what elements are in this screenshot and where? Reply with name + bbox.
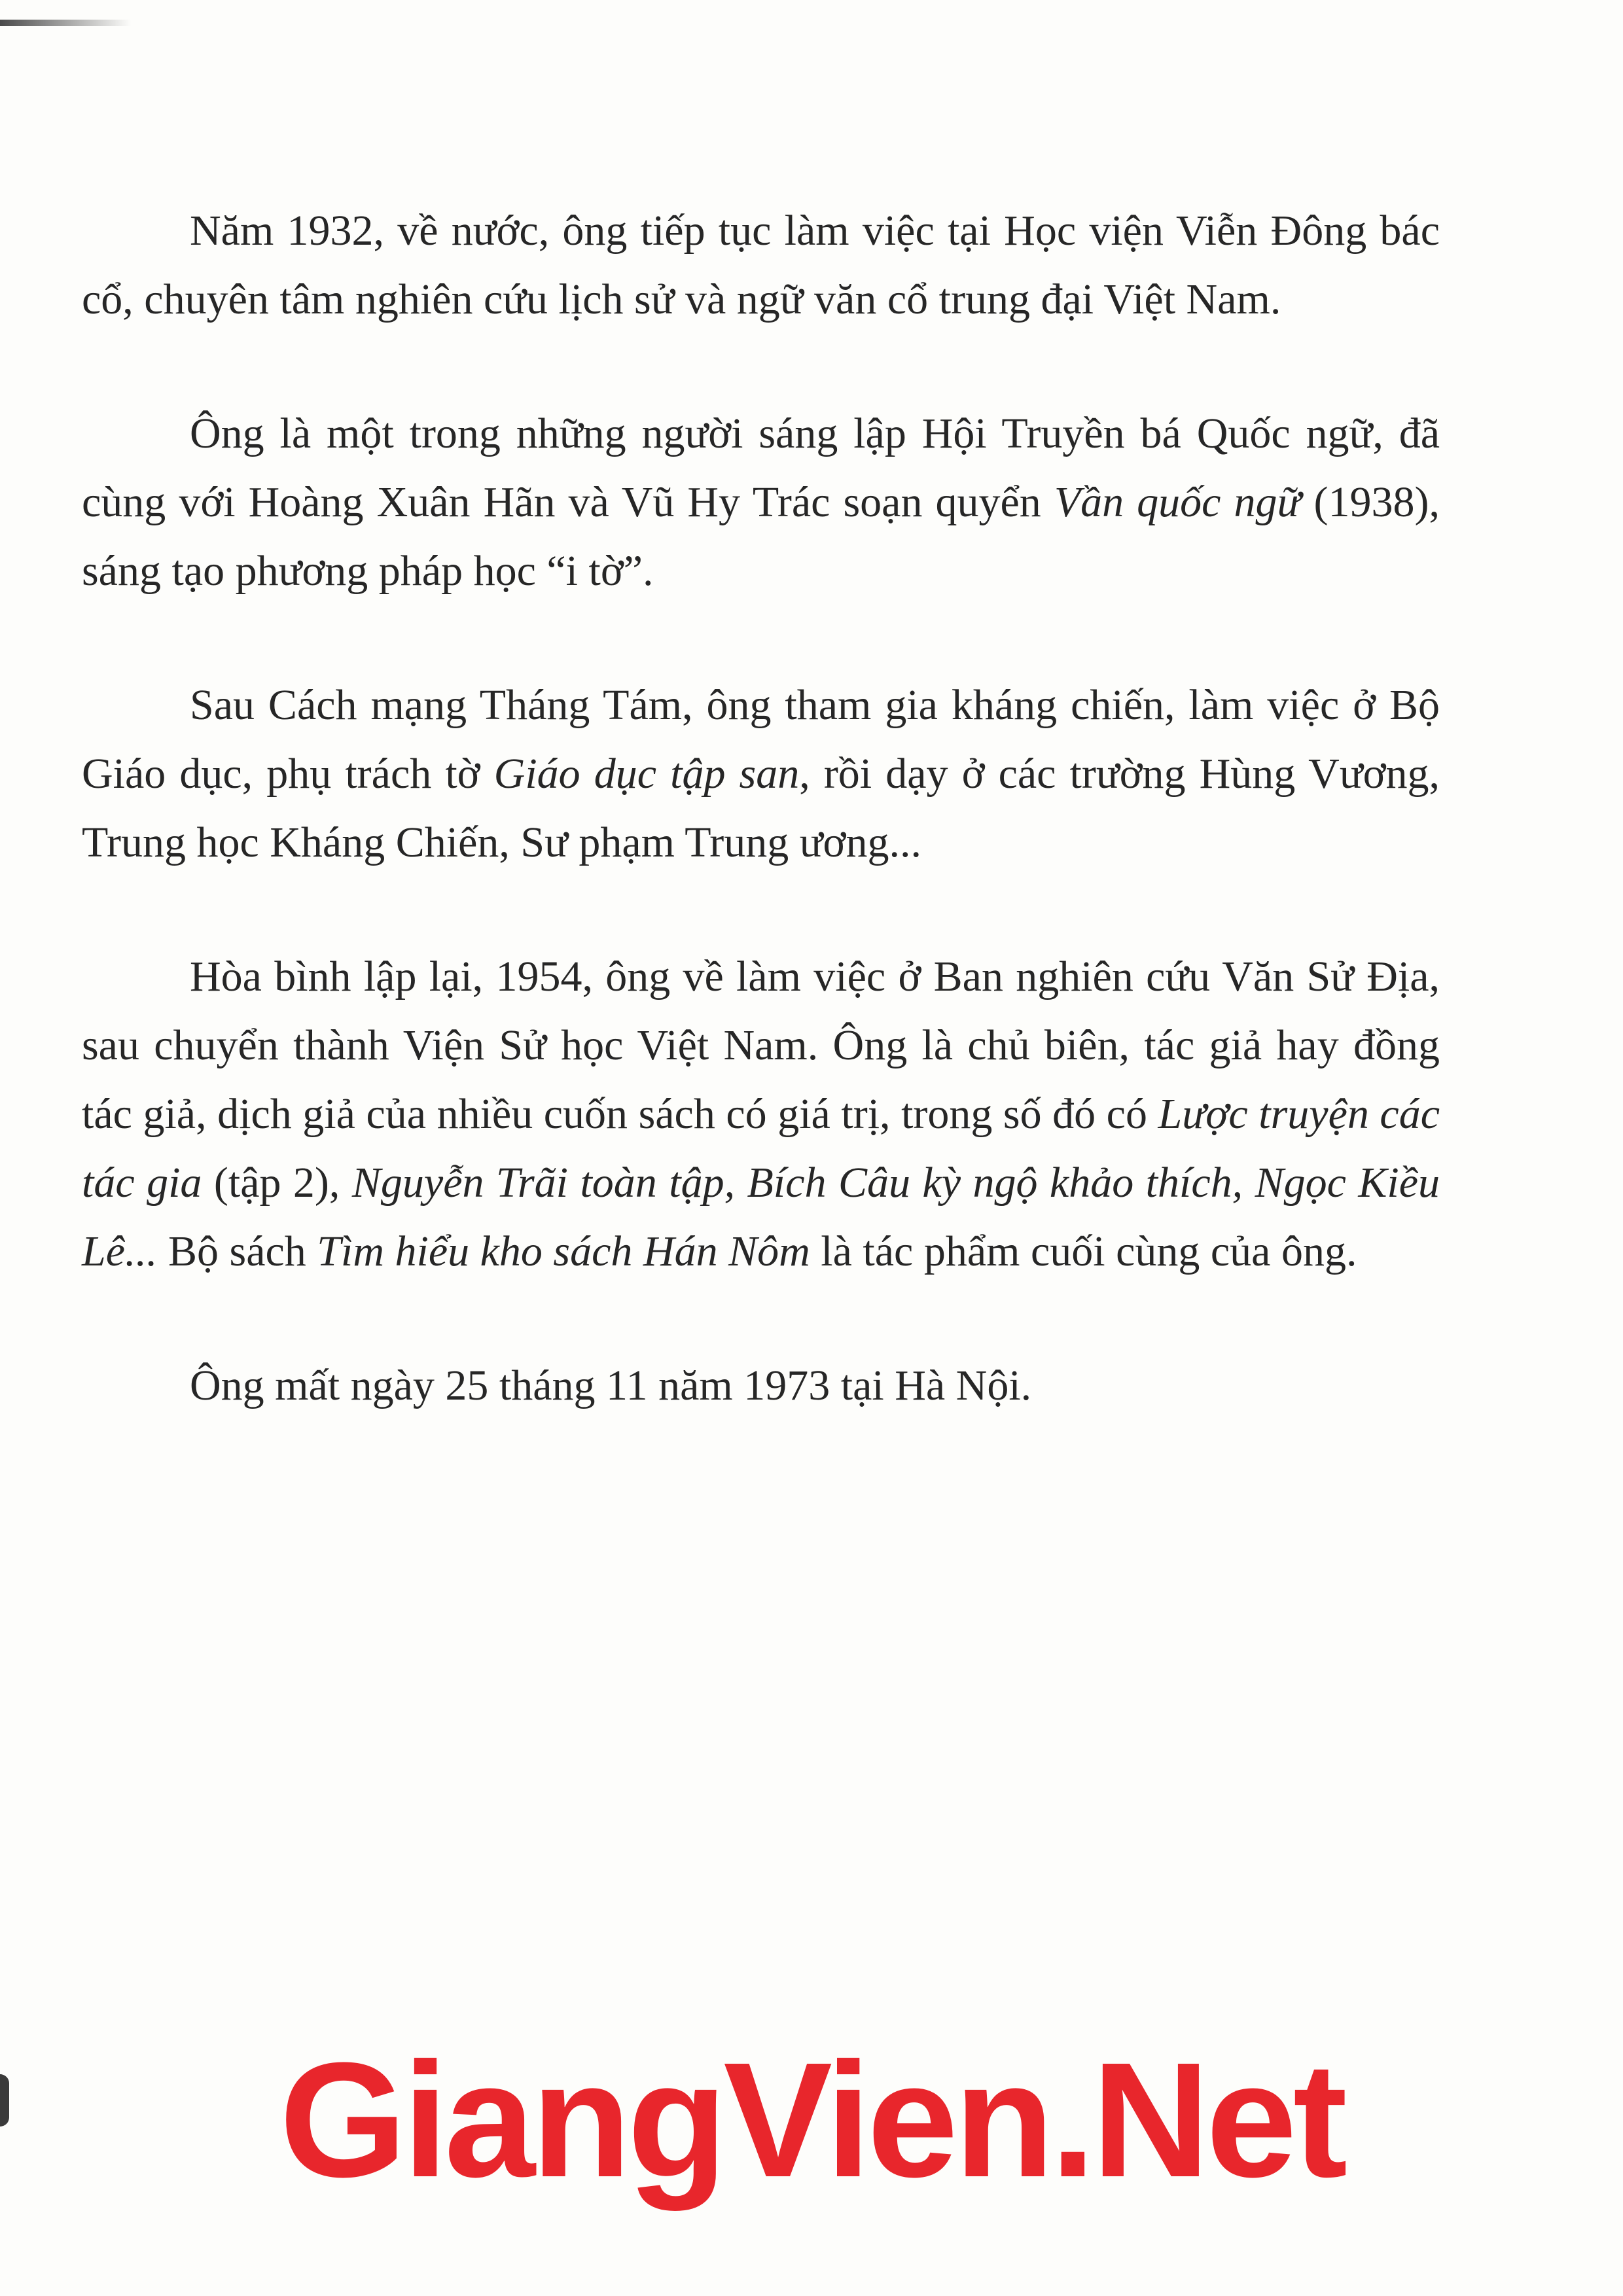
paragraph-2-text-a: Ông là một trong những người sáng lập Hội Truyền bá Quốc ngữ, đã cùng với Hoàng Xuân Hãn và Vũ Hy Trác soạn quyển <box>82 410 1440 526</box>
paragraph-3 <box>82 671 1440 877</box>
paragraph-5-text: Ông mất ngày 25 tháng 11 năm 1973 tại Hà Nội. <box>190 1362 1032 1409</box>
paragraph-1-text: Năm 1932, về nước, ông tiếp tục làm việc tại Học viện Viễn Đông bác cổ, chuyên tâm nghiên cứu lịch sử và ngữ văn cổ trung đại Việt Nam. <box>82 207 1440 323</box>
watermark-logo: GiangVien.Net <box>279 2028 1344 2211</box>
paragraph-3-text-b: , rồi dạy ở các trường Hùng Vương, Trung học Kháng Chiến, Sư phạm Trung ương... <box>82 750 1440 866</box>
paragraph-4-text-b: (tập 2), <box>202 1159 352 1207</box>
paragraph-4-text-c: Bộ sách <box>157 1227 317 1275</box>
paragraph-2 <box>82 399 1440 605</box>
paragraph-2-book-title: Vần quốc ngữ <box>1054 478 1301 526</box>
paragraph-3-journal-title: Giáo dục tập san <box>493 750 800 798</box>
paragraph-4-book-title-3: Tìm hiểu kho sách Hán Nôm <box>317 1227 810 1275</box>
scan-edge-mark <box>0 20 131 26</box>
paragraph-3-text-a: Sau Cách mạng Tháng Tám, ông tham gia kháng chiến, làm việc ở Bộ Giáo dục, phụ trách tờ <box>82 681 1440 798</box>
paragraph-4-book-title-1: Lược truyện các tác gia <box>82 1090 1440 1207</box>
paragraph-2-text-b: (1938), sáng tạo phương pháp học “i tờ”. <box>82 478 1440 595</box>
paragraph-4-book-titles-2: Nguyễn Trãi toàn tập, Bích Câu kỳ ngộ khảo thích, Ngọc Kiều Lê... <box>82 1159 1440 1275</box>
paragraph-1 <box>82 196 1440 334</box>
page-body <box>82 196 1440 1420</box>
paragraph-4-text-a: Hòa bình lập lại, 1954, ông về làm việc ở Ban nghiên cứu Văn Sử Địa, sau chuyển thành Viện Sử học Việt Nam. Ông là chủ biên, tác giả hay đồng tác giả, dịch giả của nhiều cuốn sách có giá trị, trong số đó có <box>82 953 1440 1138</box>
paragraph-4 <box>82 942 1440 1286</box>
paragraph-5 <box>82 1351 1440 1420</box>
paragraph-4-text-d: là tác phẩm cuối cùng của ông. <box>810 1227 1357 1275</box>
